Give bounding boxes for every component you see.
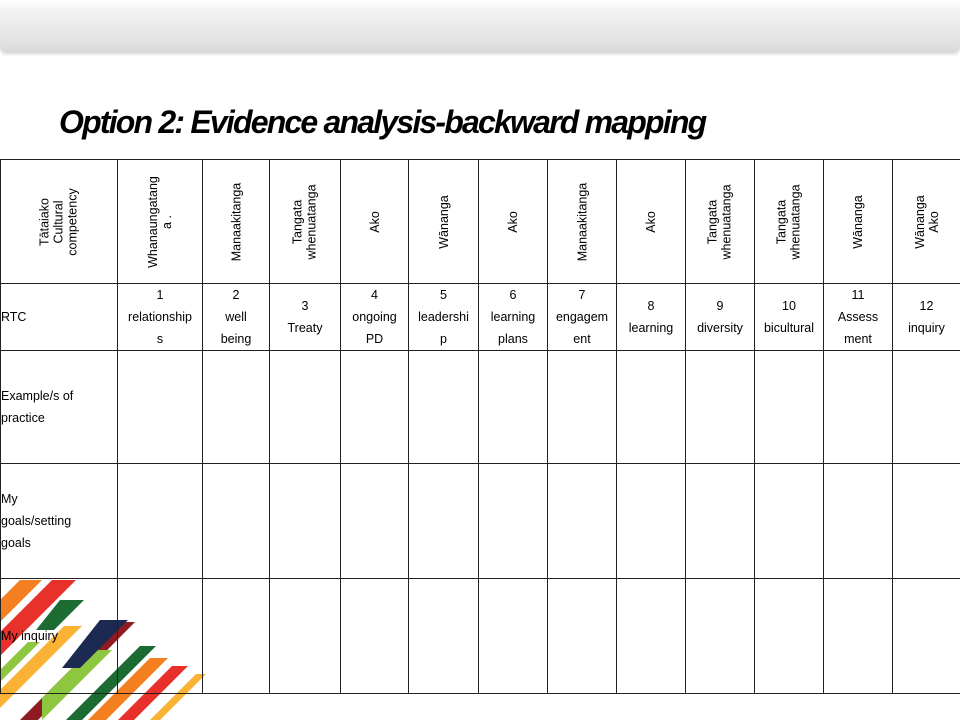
rtc-value: 9 diversity bbox=[697, 299, 743, 335]
rtc-cell bbox=[203, 284, 270, 351]
header-cell bbox=[409, 160, 479, 284]
header-cell bbox=[270, 160, 341, 284]
rtc-value: 8 learning bbox=[628, 299, 674, 335]
header-cell bbox=[118, 160, 203, 284]
empty-cell bbox=[203, 464, 270, 579]
empty-cell bbox=[755, 579, 824, 694]
rtc-value: 10 bicultural bbox=[763, 299, 815, 335]
empty-cell bbox=[686, 464, 755, 579]
empty-cell bbox=[203, 351, 270, 464]
rtc-cell bbox=[893, 284, 960, 351]
empty-cell bbox=[341, 464, 409, 579]
empty-cell bbox=[617, 464, 686, 579]
header-label: Tangata whenuatanga bbox=[706, 183, 735, 260]
empty-cell bbox=[118, 464, 203, 579]
row-label-goals: My goals/setting goals bbox=[1, 464, 118, 579]
empty-cell bbox=[755, 464, 824, 579]
goals-row bbox=[1, 464, 960, 579]
header-row bbox=[1, 160, 960, 284]
header-cell bbox=[548, 160, 617, 284]
empty-cell bbox=[270, 351, 341, 464]
empty-cell bbox=[118, 579, 203, 694]
slide-title: Option 2: Evidence analysis-backward mapping bbox=[59, 104, 706, 140]
rtc-value: 7 engagem ent bbox=[555, 288, 609, 346]
empty-cell bbox=[270, 464, 341, 579]
empty-cell bbox=[548, 351, 617, 464]
header-cell bbox=[893, 160, 960, 284]
empty-cell bbox=[479, 464, 548, 579]
header-cell bbox=[824, 160, 893, 284]
header-label: Whanaungatang a . bbox=[146, 175, 174, 268]
header-label: Ako bbox=[643, 210, 658, 233]
empty-cell bbox=[893, 351, 960, 464]
empty-cell bbox=[118, 351, 203, 464]
examples-row bbox=[1, 351, 960, 464]
header-cell bbox=[755, 160, 824, 284]
empty-cell bbox=[617, 351, 686, 464]
empty-cell bbox=[409, 579, 479, 694]
header-label: Ako bbox=[505, 210, 520, 233]
rtc-value: 6 learning plans bbox=[490, 288, 536, 346]
rtc-cell bbox=[824, 284, 893, 351]
header-cell bbox=[479, 160, 548, 284]
header-label: Wānanga Ako bbox=[912, 194, 941, 249]
empty-cell bbox=[755, 351, 824, 464]
empty-cell bbox=[548, 579, 617, 694]
empty-cell bbox=[824, 351, 893, 464]
header-cell bbox=[203, 160, 270, 284]
empty-cell bbox=[824, 464, 893, 579]
inquiry-row bbox=[1, 579, 960, 694]
row-label-examples: Example/s of practice bbox=[1, 351, 118, 464]
header-label: Wānanga bbox=[850, 194, 865, 249]
rtc-value: 11 Assess ment bbox=[837, 288, 879, 346]
rtc-cell bbox=[409, 284, 479, 351]
empty-cell bbox=[409, 351, 479, 464]
row-label-inquiry: My inquiry bbox=[1, 579, 118, 694]
rtc-cell bbox=[341, 284, 409, 351]
empty-cell bbox=[686, 579, 755, 694]
empty-cell bbox=[203, 579, 270, 694]
rtc-value: 5 leadershi p bbox=[418, 288, 469, 346]
empty-cell bbox=[893, 464, 960, 579]
empty-cell bbox=[341, 351, 409, 464]
header-cell bbox=[686, 160, 755, 284]
empty-cell bbox=[479, 579, 548, 694]
header-cell bbox=[341, 160, 409, 284]
header-label: Ako bbox=[367, 210, 382, 233]
rtc-label: RTC bbox=[1, 284, 118, 351]
empty-cell bbox=[548, 464, 617, 579]
rtc-value: 4 ongoing PD bbox=[352, 288, 397, 346]
empty-cell bbox=[270, 579, 341, 694]
empty-cell bbox=[617, 579, 686, 694]
rtc-value: 1 relationship s bbox=[128, 288, 192, 346]
rtc-cell bbox=[548, 284, 617, 351]
empty-cell bbox=[686, 351, 755, 464]
empty-cell bbox=[409, 464, 479, 579]
rtc-cell bbox=[479, 284, 548, 351]
header-label: Manaakitanga bbox=[575, 182, 589, 261]
rtc-cell bbox=[118, 284, 203, 351]
rtc-cell bbox=[686, 284, 755, 351]
empty-cell bbox=[893, 579, 960, 694]
header-label: Tangata whenuatanga bbox=[291, 183, 320, 260]
header-label: Wānanga bbox=[436, 194, 451, 249]
empty-cell bbox=[341, 579, 409, 694]
evidence-mapping-table bbox=[0, 159, 960, 694]
rtc-cell bbox=[755, 284, 824, 351]
rtc-value: 12 inquiry bbox=[908, 299, 945, 335]
rtc-cell bbox=[270, 284, 341, 351]
header-label: Tangata whenuatanga bbox=[775, 183, 804, 260]
rtc-cell bbox=[617, 284, 686, 351]
rtc-value: 2 well being bbox=[220, 288, 252, 346]
header-label: Tātaiako Cultural competency bbox=[38, 187, 80, 256]
empty-cell bbox=[824, 579, 893, 694]
top-banner bbox=[0, 0, 960, 52]
rtc-value: 3 Treaty bbox=[287, 299, 323, 335]
rtc-row bbox=[1, 284, 960, 351]
header-label: Manaakitanga bbox=[229, 182, 243, 261]
empty-cell bbox=[479, 351, 548, 464]
header-cell bbox=[1, 160, 118, 284]
header-cell bbox=[617, 160, 686, 284]
